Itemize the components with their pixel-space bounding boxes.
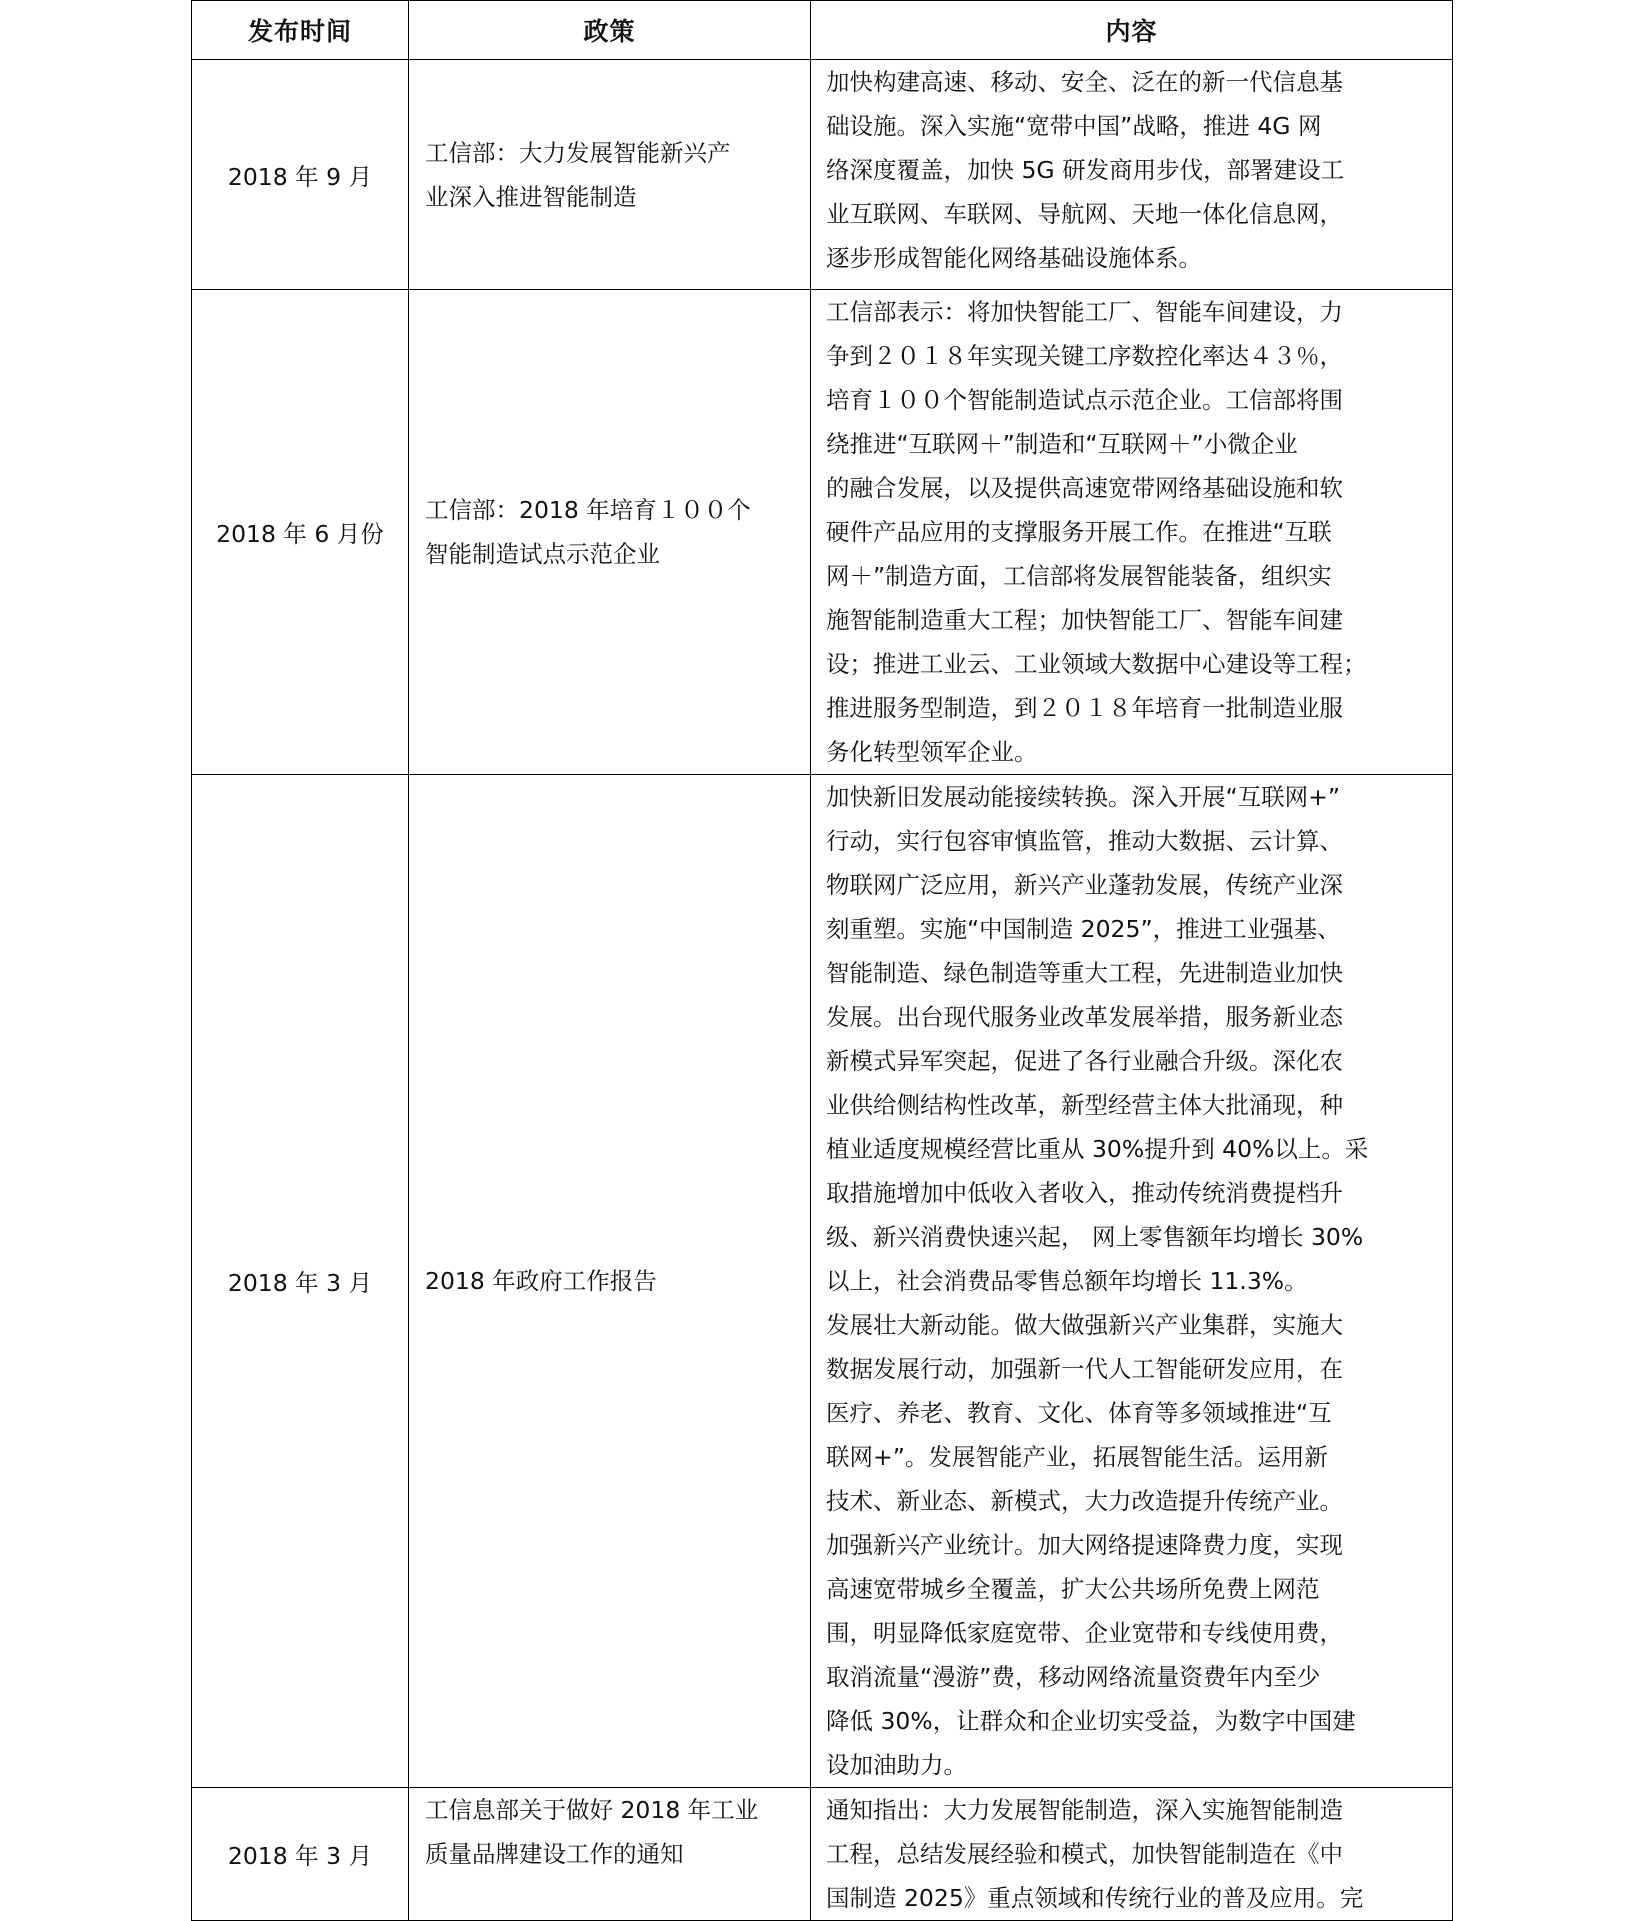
- content-line: 新模式异军突起，促进了各行业融合升级。深化农: [826, 1047, 1343, 1075]
- content-line: 施智能制造重大工程；加快智能工厂、智能车间建: [826, 606, 1343, 634]
- policy-line: 智能制造试点示范企业: [425, 540, 660, 568]
- content-line: 工信部表示：将加快智能工厂、智能车间建设，力: [826, 298, 1343, 326]
- policy-line: 工信部：2018 年培育１００个: [425, 496, 751, 524]
- policy-cell: [409, 290, 811, 775]
- policy-line: 2018 年政府工作报告: [425, 1267, 657, 1295]
- content-line: 植业适度规模经营比重从 30%提升到 40%以上。采: [826, 1135, 1369, 1163]
- content-line: 刻重塑。实施“中国制造 2025”，推进工业强基、: [826, 915, 1341, 943]
- content-line: 绕推进“互联网＋”制造和“互联网＋”小微企业: [826, 430, 1298, 458]
- content-line: 取措施增加中低收入者收入，推动传统消费提档升: [826, 1179, 1343, 1207]
- content-cell: [811, 290, 1453, 775]
- content-line: 发展壮大新动能。做大做强新兴产业集群，实施大: [826, 1311, 1343, 1339]
- content-line: 加快构建高速、移动、安全、泛在的新一代信息基: [826, 68, 1343, 96]
- content-line: 设；推进工业云、工业领域大数据中心建设等工程；: [826, 650, 1367, 678]
- table-row: [192, 775, 1453, 1788]
- content-line: 联网+”。发展智能产业，拓展智能生活。运用新: [826, 1443, 1328, 1471]
- policy-line: 业深入推进智能制造: [425, 182, 637, 211]
- content-cell: [811, 1788, 1453, 1921]
- content-cell: [811, 775, 1453, 1788]
- content-line: 务化转型领军企业。: [826, 738, 1038, 766]
- content-line: 降低 30%，让群众和企业切实受益，为数字中国建: [826, 1707, 1356, 1735]
- content-line: 行动，实行包容审慎监管，推动大数据、云计算、: [826, 827, 1343, 855]
- date-cell: 2018 年 6 月份: [192, 290, 409, 775]
- policy-cell: [409, 1788, 811, 1921]
- content-line: 逐步形成智能化网络基础设施体系。: [826, 244, 1202, 272]
- content-line: 推进服务型制造，到２０１８年培育一批制造业服: [826, 694, 1343, 722]
- header-policy: 政策: [409, 1, 811, 60]
- content-line: 培育１００个智能制造试点示范企业。工信部将围: [826, 386, 1343, 414]
- date-cell: 2018 年 3 月: [192, 775, 409, 1788]
- date-cell: 2018 年 9 月: [192, 60, 409, 290]
- content-line: 础设施。深入实施“宽带中国”战略，推进 4G 网: [826, 112, 1322, 140]
- content-line: 设加油助力。: [826, 1751, 967, 1779]
- content-line: 争到２０１８年实现关键工序数控化率达４３％，: [826, 342, 1343, 370]
- content-line: 加快新旧发展动能接续转换。深入开展“互联网+”: [826, 783, 1341, 811]
- policy-cell: [409, 60, 811, 290]
- content-line: 络深度覆盖，加快 5G 研发商用步伐，部署建设工: [826, 156, 1345, 184]
- policy-line: 工信部：大力发展智能新兴产: [425, 138, 731, 167]
- content-line: 硬件产品应用的支撑服务开展工作。在推进“互联: [826, 518, 1332, 546]
- content-line: 工程，总结发展经验和模式，加快智能制造在《中: [826, 1840, 1343, 1868]
- header-date: 发布时间: [192, 1, 409, 60]
- content-line: 级、新兴消费快速兴起， 网上零售额年均增长 30%: [826, 1223, 1364, 1251]
- content-line: 医疗、养老、教育、文化、体育等多领域推进“互: [826, 1399, 1332, 1427]
- policy-line: 质量品牌建设工作的通知: [425, 1840, 684, 1868]
- content-line: 智能制造、绿色制造等重大工程，先进制造业加快: [826, 959, 1343, 987]
- policy-cell: [409, 775, 811, 1788]
- content-cell: [811, 60, 1453, 290]
- content-line: 国制造 2025》重点领域和传统行业的普及应用。完: [826, 1884, 1364, 1912]
- content-line: 通知指出：大力发展智能制造，深入实施智能制造: [826, 1796, 1343, 1824]
- content-line: 围，明显降低家庭宽带、企业宽带和专线使用费，: [826, 1619, 1343, 1647]
- content-line: 取消流量“漫游”费，移动网络流量资费年内至少: [826, 1663, 1321, 1691]
- table-row: [192, 290, 1453, 775]
- content-line: 物联网广泛应用，新兴产业蓬勃发展，传统产业深: [826, 871, 1343, 899]
- policy-table: [191, 0, 1453, 1921]
- table-row: [192, 1788, 1453, 1921]
- content-line: 的融合发展，以及提供高速宽带网络基础设施和软: [826, 474, 1343, 502]
- table-header-row: [192, 1, 1453, 60]
- content-line: 发展。出台现代服务业改革发展举措，服务新业态: [826, 1003, 1343, 1031]
- content-line: 网＋”制造方面，工信部将发展智能装备，组织实: [826, 562, 1332, 590]
- header-content: 内容: [811, 1, 1453, 60]
- date-cell: 2018 年 3 月: [192, 1788, 409, 1921]
- table-row: [192, 60, 1453, 290]
- content-line: 加强新兴产业统计。加大网络提速降费力度，实现: [826, 1531, 1343, 1559]
- content-line: 以上，社会消费品零售总额年均增长 11.3%。: [826, 1267, 1308, 1295]
- content-line: 技术、新业态、新模式，大力改造提升传统产业。: [826, 1487, 1343, 1515]
- content-line: 数据发展行动，加强新一代人工智能研发应用，在: [826, 1355, 1343, 1383]
- policy-line: 工信息部关于做好 2018 年工业: [425, 1796, 759, 1824]
- content-line: 业供给侧结构性改革，新型经营主体大批涌现，种: [826, 1091, 1343, 1119]
- content-line: 高速宽带城乡全覆盖，扩大公共场所免费上网范: [826, 1575, 1320, 1603]
- content-line: 业互联网、车联网、导航网、天地一体化信息网，: [826, 200, 1343, 228]
